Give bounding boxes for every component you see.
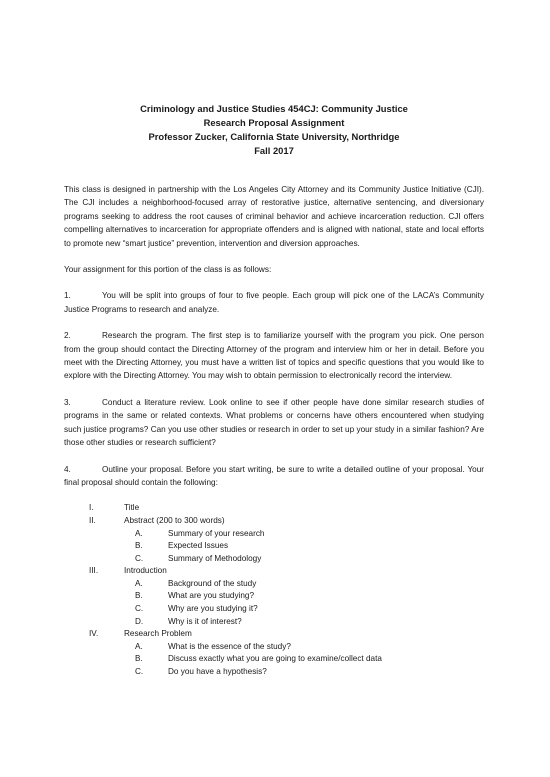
step-text: You will be split into groups of four to five people. Each group will pick one of the LACA’s Community Justice Programs to research and analyze. [64, 291, 484, 314]
outline-subrow [64, 528, 484, 541]
outline-label: Research Problem [124, 629, 192, 639]
assignment-title: Research Proposal Assignment [203, 117, 345, 128]
outline-sublabel: Discuss exactly what you are going to examine/collect data [168, 654, 382, 664]
outline-sublabel: What are you studying? [168, 591, 255, 601]
outline-subrow [64, 603, 484, 616]
step-item [64, 329, 484, 383]
roman-numeral: II. [89, 515, 96, 525]
step-item [64, 463, 484, 490]
outline-sublabel: Do you have a hypothesis? [168, 667, 267, 677]
outline-subrow [64, 590, 484, 603]
outline-subrow [64, 641, 484, 654]
step-number: 2. [64, 331, 71, 341]
document-header [64, 102, 484, 158]
roman-numeral: I. [89, 503, 94, 513]
outline-row [64, 565, 484, 578]
outline-row [64, 502, 484, 515]
outline-sublabel: Summary of your research [168, 528, 265, 538]
step-item [64, 396, 484, 450]
sub-letter: A. [135, 528, 143, 538]
outline-sublabel: Background of the study [168, 578, 257, 588]
outline-subrow [64, 553, 484, 566]
sub-letter: B. [135, 591, 143, 601]
sub-letter: C. [135, 667, 144, 677]
outline-label: Title [124, 503, 140, 513]
outline-label: Introduction [124, 566, 167, 576]
professor-line: Professor Zucker, California State University, Northridge [148, 131, 400, 142]
outline-row [64, 628, 484, 641]
outline-row [64, 515, 484, 528]
sub-letter: B. [135, 654, 143, 664]
sub-letter: B. [135, 541, 143, 551]
outline-sublabel: Expected Issues [168, 541, 229, 551]
outline-subrow [64, 616, 484, 629]
step-text: Research the program. The first step is to familiarize yourself with the program you pick. One person from the group should contact the Directing Attorney of the program and interview him or her in detail. Before you meet with the Directing Attorney, you must have a written list of topics and specific questions that you would like to explore with the Directing Attorney. You may wish to obtain permission to electronically record the interview. [64, 331, 484, 381]
step-number: 4. [64, 464, 71, 474]
step-text: Outline your proposal. Before you start writing, be sure to write a detailed outline of your proposal. Your final proposal should contain the following: [64, 464, 484, 487]
outline-sublabel: Why is it of interest? [168, 616, 242, 626]
sub-letter: A. [135, 641, 143, 651]
term-line: Fall 2017 [254, 145, 294, 156]
roman-numeral: IV. [89, 629, 99, 639]
outline-sublabel: Summary of Methodology [168, 553, 262, 563]
assignment-lead: Your assignment for this portion of the class is as follows: [64, 265, 272, 275]
sub-letter: C. [135, 553, 144, 563]
step-text: Conduct a literature review. Look online to see if other people have done similar research studies of programs in the same or related contexts. What problems or concerns have others encountered when studying such justice programs? Can you use other studies or research in order to set up your study in a similar fashion? Are those other studies or research sufficient? [64, 397, 484, 448]
outline-subrow [64, 666, 484, 679]
intro-paragraph: This class is designed in partnership with the Los Angeles City Attorney and its Community Justice Initiative (CJI). The CJI includes a neighborhood-focused array of restorative justice, alternative sentencing, and diversionary programs seeking to address the root causes of criminal behavior and achieve incarceration reduction. CJI offers compelling alternatives to incarceration for appropriate offenders and is aligned with national, state and local efforts to promote new “smart justice” prevention, intervention and diversion approaches. [64, 185, 484, 248]
sub-letter: C. [135, 604, 144, 614]
course-title: Criminology and Justice Studies 454CJ: Community Justice [140, 103, 408, 114]
roman-numeral: III. [89, 566, 99, 576]
outline-sublabel: What is the essence of the study? [168, 641, 291, 651]
step-number: 1. [64, 291, 71, 301]
outline-label: Abstract (200 to 300 words) [124, 515, 225, 525]
outline-subrow [64, 578, 484, 591]
sub-letter: A. [135, 578, 143, 588]
step-number: 3. [64, 397, 71, 407]
outline-sublabel: Why are you studying it? [168, 604, 258, 614]
outline-subrow [64, 653, 484, 666]
step-item [64, 289, 484, 316]
proposal-outline [64, 502, 484, 678]
outline-subrow [64, 540, 484, 553]
sub-letter: D. [135, 616, 144, 626]
